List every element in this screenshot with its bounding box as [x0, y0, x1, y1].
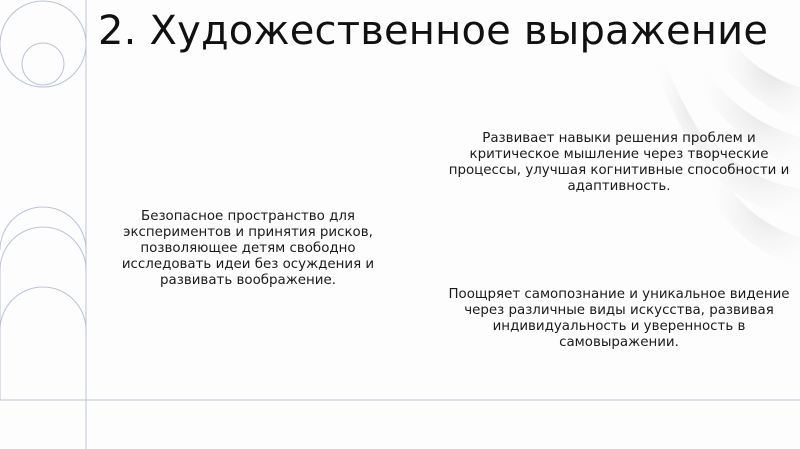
safe-space-description: Безопасное пространство для экспериментов и принятия рисков, позволяющее детям свободно исследовать идеи без осуждения и развивать воображение.: [121, 209, 375, 288]
problem-solving-description: Развивает навыки решения проблем и критическое мышление через творческие процессы, улучшая когнитивные способности и адаптивность.: [448, 131, 790, 194]
slide-title: 2. Художественное выражение: [98, 8, 769, 54]
self-expression-description: Поощряет самопознание и уникальное видение через различные виды искусства, развивая индивидуальность и уверенность в самовыражении.: [448, 287, 790, 350]
